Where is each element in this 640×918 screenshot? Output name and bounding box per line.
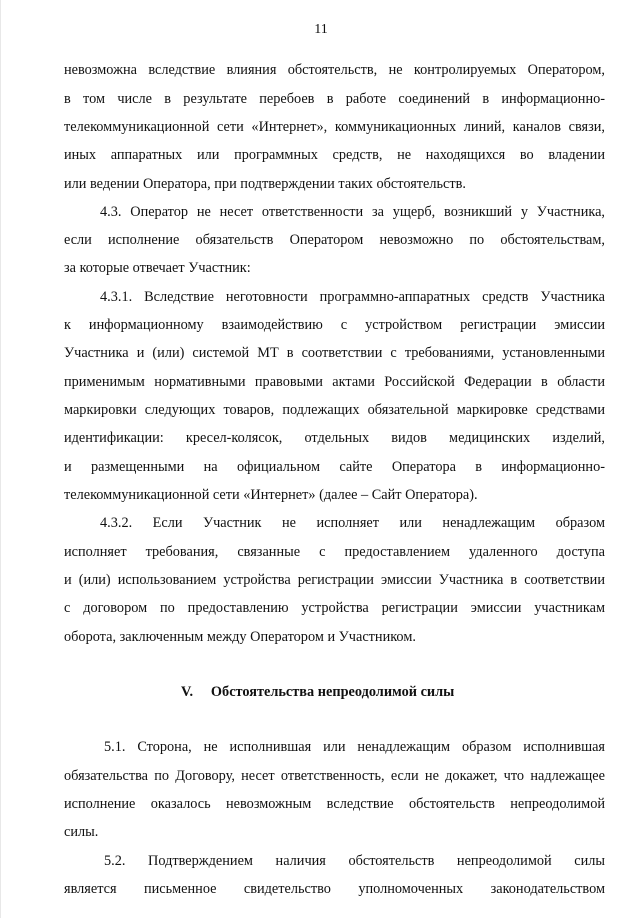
text-line: к информационному взаимодействию с устройством регистрации эмиссии xyxy=(64,317,605,333)
section-heading: V. Обстоятельства непреодолимой силы xyxy=(181,684,455,700)
text-line: Участника и (или) системой МТ в соответствии с требованиями, установленными xyxy=(64,345,605,361)
text-line: исполнение оказалось невозможным вследствие обстоятельств непреодолимой xyxy=(64,796,605,812)
text-line: является письменное свидетельство уполномоченных законодательством xyxy=(64,881,605,897)
text-line: обязательства по Договору, несет ответственность, если не докажет, что надлежащее xyxy=(64,768,605,784)
text-line: и (или) использованием устройства регистрации эмиссии Участника в соответствии xyxy=(64,572,605,588)
text-line: применимым нормативными правовыми актами Российской Федерации в области xyxy=(64,374,605,390)
text-line: или ведении Оператора, при подтверждении таких обстоятельств. xyxy=(64,176,466,192)
text-line: телекоммуникационной сети «Интернет», коммуникационных линий, каналов связи, xyxy=(64,119,605,135)
text-line: и размещенными на официальном сайте Оператора в информационно- xyxy=(64,459,605,475)
text-line: силы. xyxy=(64,824,99,840)
text-line: 5.2. Подтверждением наличия обстоятельств непреодолимой силы xyxy=(104,853,605,869)
text-line: невозможна вследствие влияния обстоятельств, не контролируемых Оператором, xyxy=(64,62,605,78)
text-line: 4.3. Оператор не несет ответственности за ущерб, возникший у Участника, xyxy=(100,204,605,220)
text-line: 4.3.2. Если Участник не исполняет или ненадлежащим образом xyxy=(100,515,605,531)
text-line: в том числе в результате перебоев в работе соединений в информационно- xyxy=(64,91,605,107)
text-line: идентификации: кресел-колясок, отдельных видов медицинских изделий, xyxy=(64,430,605,446)
text-line: 5.1. Сторона, не исполнившая или ненадлежащим образом исполнившая xyxy=(104,739,605,755)
text-line: маркировки следующих товаров, подлежащих обязательной маркировке средствами xyxy=(64,402,605,418)
text-line: если исполнение обязательств Оператором невозможно по обстоятельствам, xyxy=(64,232,605,248)
text-line: исполняет требования, связанные с предоставлением удаленного доступа xyxy=(64,544,605,560)
text-line: за которые отвечает Участник: xyxy=(64,260,251,276)
text-line: телекоммуникационной сети «Интернет» (далее – Сайт Оператора). xyxy=(64,487,478,503)
text-line: 4.3.1. Вследствие неготовности программно-аппаратных средств Участника xyxy=(100,289,605,305)
text-line: с договором по предоставлению устройства регистрации эмиссии участникам xyxy=(64,600,605,616)
text-line: иных аппаратных или программных средств, не находящихся во владении xyxy=(64,147,605,163)
page-number: 11 xyxy=(314,22,328,37)
text-line: оборота, заключенным между Оператором и Участником. xyxy=(64,629,416,645)
